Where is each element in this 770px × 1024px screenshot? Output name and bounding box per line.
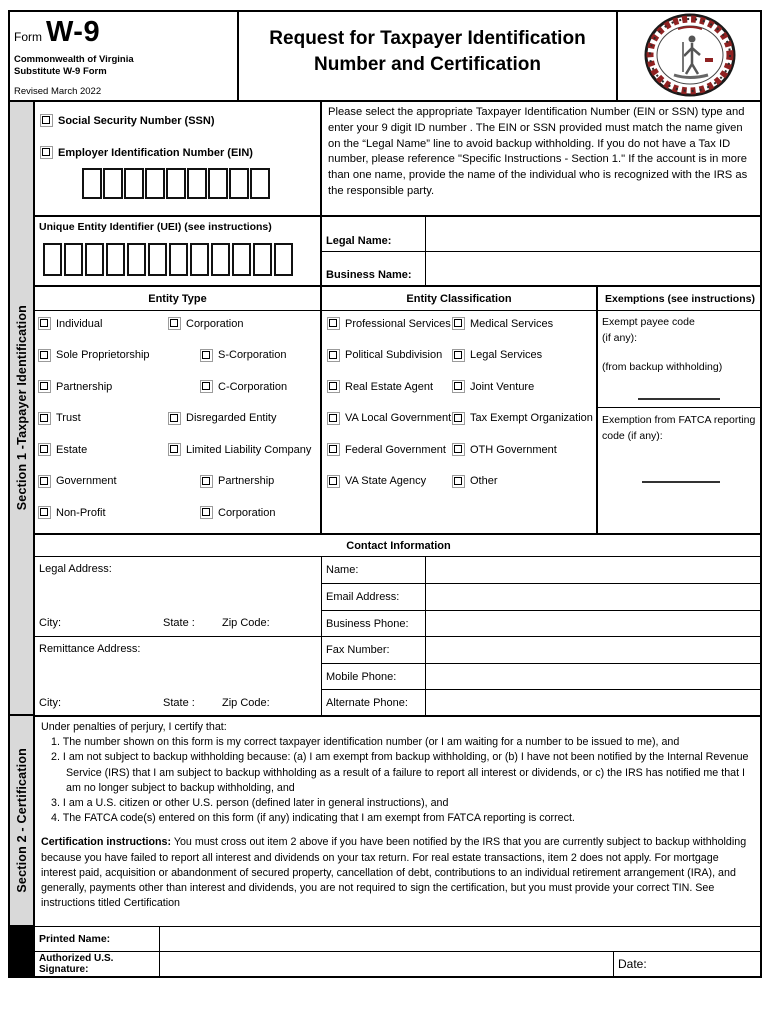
- checkbox-real-estate-agent[interactable]: [327, 379, 433, 394]
- email-label-cell: [322, 584, 426, 611]
- certification-item-4: 4. The FATCA code(s) entered on this form (if any) indicating that I am exempt from FATCA reporting is correct.: [51, 812, 575, 825]
- certification-item-2: 2. I am not subject to backup withholding because: (a) I am exempt from backup withholding, or (b) I have not been notified by the Internal Revenue Service (IRS) that I am subject to backup withholding as a result of a failure to report all interest or dividends, or c) the IRS has notified me that I am no longer subject to backup withholding, and: [51, 751, 749, 794]
- uei-digit-box[interactable]: [43, 243, 62, 276]
- checkbox-label: C-Corporation: [218, 380, 288, 393]
- checkbox-label: VA State Agency: [345, 475, 427, 487]
- ein-label: Employer Identification Number (EIN): [58, 146, 253, 159]
- legal-address-block[interactable]: [35, 557, 322, 637]
- uei-digit-box[interactable]: [211, 243, 230, 276]
- checkbox-estate[interactable]: [38, 442, 87, 457]
- checkbox-icon[interactable]: [452, 475, 465, 488]
- checkbox-label: Non-Profit: [56, 506, 106, 519]
- org-line1: Commonwealth of Virginia: [14, 54, 134, 65]
- uei-digit-box[interactable]: [253, 243, 272, 276]
- checkbox-label: Government: [56, 475, 117, 487]
- certification-item-3: 3. I am a U.S. citizen or other U.S. person (defined later in general instructions), and: [51, 796, 449, 809]
- tin-digit-box[interactable]: [82, 168, 102, 199]
- checkbox-federal-government[interactable]: [327, 442, 446, 457]
- checkbox-label: Sole Proprietorship: [56, 349, 150, 361]
- checkbox-icon[interactable]: [452, 443, 465, 456]
- checkbox-icon[interactable]: [327, 380, 340, 393]
- state-label: State :: [163, 617, 195, 629]
- remittance-address-block[interactable]: [35, 637, 322, 717]
- date-cell[interactable]: [614, 952, 762, 976]
- date-label: Date:: [618, 957, 647, 971]
- signature-label-cell: [35, 952, 160, 976]
- business-name-input[interactable]: [426, 252, 762, 287]
- checkbox-label: Medical Services: [470, 317, 554, 330]
- printed-name-label-cell: [35, 927, 160, 952]
- fax-number-label-cell: [322, 637, 426, 664]
- checkbox-medical-services[interactable]: [452, 316, 553, 331]
- fatca-code-input-line[interactable]: [642, 481, 720, 483]
- ein-checkbox[interactable]: [40, 146, 53, 159]
- ein-checkbox-row[interactable]: [40, 145, 253, 160]
- checkbox-joint-venture[interactable]: [452, 379, 534, 394]
- certification-instructions: [41, 835, 756, 911]
- checkbox-label: Legal Services: [470, 349, 543, 361]
- legal-address-label: Legal Address:: [39, 563, 112, 575]
- backup-withholding-note: (from backup withholding): [602, 361, 723, 373]
- alternate-phone-input[interactable]: [426, 690, 762, 717]
- tin-digit-boxes[interactable]: [82, 168, 271, 199]
- checkbox-label: Real Estate Agent: [345, 380, 434, 393]
- tin-instructions-text: Please select the appropriate Taxpayer Identification Number (EIN or SSN) type and enter your 9 digit ID number . The EIN or SSN provided must match the name given on the “Legal Name” line to avoid backup withholding. If you do not have a Tax ID number, please reference "Specific Instructions - Section 1." If the account is in more than one name, provide the name of the individual who is recognized with the IRS as the responsible party.: [328, 106, 748, 197]
- checkbox-icon[interactable]: [327, 475, 340, 488]
- checkbox-label: Individual: [56, 317, 103, 330]
- checkbox-non-profit[interactable]: [38, 505, 106, 520]
- virginia-seal-icon: [642, 12, 738, 98]
- checkbox-corporation[interactable]: [168, 316, 243, 331]
- uei-digit-box[interactable]: [190, 243, 209, 276]
- business-name-label: Business Name:: [326, 269, 412, 281]
- seal-cell: [616, 10, 762, 102]
- certification-instructions-label: Certification instructions:: [41, 836, 172, 849]
- section2-sidebar-label: Section 2 - Certification: [14, 748, 29, 893]
- checkbox-label: Tax Exempt Organization: [470, 412, 593, 424]
- checkbox-llc-corporation[interactable]: [200, 505, 275, 520]
- entity-classification-header: Entity Classification: [322, 287, 598, 311]
- checkbox-label: Estate: [56, 443, 88, 456]
- mobile-phone-label: Mobile Phone:: [326, 670, 397, 683]
- checkbox-icon[interactable]: [327, 349, 340, 362]
- checkbox-label: Political Subdivision: [345, 349, 443, 361]
- checkbox-label: Limited Liability Company: [186, 443, 312, 456]
- checkbox-label: Corporation: [218, 506, 276, 519]
- exempt-payee-code-label: [602, 315, 695, 347]
- uei-digit-box[interactable]: [106, 243, 125, 276]
- checkbox-icon[interactable]: [168, 412, 181, 425]
- tin-digit-box[interactable]: [166, 168, 186, 199]
- checkbox-icon[interactable]: [168, 443, 181, 456]
- checkbox-sole-proprietorship[interactable]: [38, 348, 150, 363]
- checkbox-label: Joint Venture: [470, 380, 535, 393]
- checkbox-icon[interactable]: [452, 380, 465, 393]
- checkbox-c-corporation[interactable]: [200, 379, 287, 394]
- mobile-phone-input[interactable]: [426, 664, 762, 690]
- remittance-address-label: Remittance Address:: [39, 643, 141, 655]
- mobile-phone-label-cell: [322, 664, 426, 690]
- checkbox-label: Other: [470, 475, 498, 487]
- checkbox-label: S-Corporation: [218, 349, 287, 361]
- tin-digit-box[interactable]: [229, 168, 249, 199]
- exempt-payee-line2: (if any):: [602, 331, 638, 344]
- checkbox-icon[interactable]: [327, 317, 340, 330]
- checkbox-label: Disregarded Entity: [186, 412, 277, 424]
- entity-type-cell: [35, 311, 322, 535]
- fax-number-label: Fax Number:: [326, 644, 390, 656]
- org-line2: Substitute W-9 Form: [14, 66, 107, 77]
- tin-digit-box[interactable]: [187, 168, 207, 199]
- checkbox-icon[interactable]: [38, 412, 51, 425]
- uei-digit-box[interactable]: [127, 243, 146, 276]
- uei-label: Unique Entity Identifier (UEI) (see instructions): [39, 221, 272, 233]
- alternate-phone-label-cell: [322, 690, 426, 717]
- tin-digit-box[interactable]: [145, 168, 165, 199]
- section2-sidebar: [10, 716, 35, 927]
- checkbox-label: Partnership: [218, 475, 275, 487]
- revision-date: Revised March 2022: [14, 86, 102, 97]
- business-phone-label: Business Phone:: [326, 617, 409, 630]
- checkbox-icon[interactable]: [200, 475, 213, 488]
- checkbox-label: Corporation: [186, 317, 244, 330]
- certification-item-1: 1. The number shown on this form is my correct taxpayer identification number (or I am waiting for a number to be issued to me), and: [51, 736, 680, 749]
- checkbox-government[interactable]: [38, 474, 117, 489]
- checkbox-trust[interactable]: [38, 411, 81, 426]
- form-title-line2: Number and Certification: [314, 53, 541, 75]
- tin-digit-box[interactable]: [208, 168, 228, 199]
- exemptions-cell: [598, 311, 762, 535]
- printed-name-label: Printed Name:: [39, 933, 111, 945]
- exemptions-divider: [598, 407, 762, 408]
- checkbox-label: VA Local Government: [345, 412, 452, 424]
- city-label: City:: [39, 617, 61, 629]
- checkbox-disregarded-entity[interactable]: [168, 411, 277, 426]
- checkbox-label: Professional Services: [345, 317, 451, 330]
- legal-name-input[interactable]: [426, 217, 762, 252]
- checkbox-llc-partnership[interactable]: [200, 474, 274, 489]
- fax-number-input[interactable]: [426, 637, 762, 664]
- zip-code-label: Zip Code:: [222, 697, 270, 709]
- uei-digit-box[interactable]: [64, 243, 83, 276]
- checkbox-label: Partnership: [56, 380, 113, 393]
- checkbox-icon[interactable]: [200, 349, 213, 362]
- checkbox-s-corporation[interactable]: [200, 348, 286, 363]
- email-input[interactable]: [426, 584, 762, 611]
- name-label: Name:: [326, 564, 359, 576]
- uei-digit-box[interactable]: [274, 243, 293, 276]
- checkbox-legal-services[interactable]: [452, 348, 542, 363]
- form-word: Form: [14, 30, 42, 44]
- checkbox-icon[interactable]: [38, 349, 51, 362]
- section1-sidebar-label: Section 1 -Taxpayer Identification: [14, 305, 29, 511]
- entity-classification-cell: [322, 311, 598, 535]
- fatca-exemption-label: Exemption from FATCA reporting code (if any):: [602, 414, 756, 442]
- tin-digit-box[interactable]: [103, 168, 123, 199]
- business-name-label-cell: [322, 252, 426, 287]
- checkbox-icon[interactable]: [168, 317, 181, 330]
- uei-digit-boxes[interactable]: [43, 243, 295, 276]
- ssn-checkbox-row[interactable]: [40, 113, 215, 128]
- checkbox-va-state-agency[interactable]: [327, 474, 426, 489]
- tin-selection-cell: [35, 102, 322, 217]
- form-id-cell: [8, 10, 239, 102]
- checkbox-icon[interactable]: [200, 506, 213, 519]
- zip-code-label: Zip Code:: [222, 617, 270, 629]
- checkbox-icon[interactable]: [38, 506, 51, 519]
- exempt-payee-line1: Exempt payee code: [602, 316, 695, 328]
- uei-digit-box[interactable]: [169, 243, 188, 276]
- checkbox-icon[interactable]: [452, 317, 465, 330]
- checkbox-tax-exempt-organization[interactable]: [452, 411, 593, 426]
- legal-name-label-cell: [322, 217, 426, 252]
- checkbox-label: Trust: [56, 412, 81, 424]
- checkbox-icon[interactable]: [38, 380, 51, 393]
- checkbox-llc[interactable]: [168, 442, 311, 457]
- signature-sidebar-black-block: [10, 927, 35, 976]
- business-phone-label-cell: [322, 611, 426, 637]
- email-label: Email Address:: [326, 591, 400, 603]
- uei-digit-box[interactable]: [232, 243, 251, 276]
- uei-cell: [35, 217, 322, 287]
- checkbox-icon[interactable]: [200, 380, 213, 393]
- checkbox-professional-services[interactable]: [327, 316, 451, 331]
- checkbox-icon[interactable]: [452, 412, 465, 425]
- checkbox-label: OTH Government: [470, 443, 557, 456]
- checkbox-oth-government[interactable]: [452, 442, 557, 457]
- certification-instructions-text: You must cross out item 2 above if you have been notified by the IRS that you are currently subject to backup withholding because you have failed to report all interest and dividends on your tax return. For real estate transactions, item 2 does not apply. For mortgage interest paid, acquisition or abandonment of secured property, cancellation of debt, contributions to an individual retirement arrangement (IRA), and generally, payments other than interest and dividends, you are not required to sign the certification, but you must provide your correct TIN. See instructions titled Certification: [41, 836, 747, 910]
- business-phone-input[interactable]: [426, 611, 762, 637]
- name-label-cell: [322, 557, 426, 584]
- section1-sidebar: [10, 102, 35, 716]
- alternate-phone-label: Alternate Phone:: [326, 696, 408, 709]
- state-label: State :: [163, 697, 195, 709]
- city-label: City:: [39, 697, 61, 709]
- checkbox-icon[interactable]: [38, 317, 51, 330]
- ssn-checkbox[interactable]: [40, 114, 53, 127]
- signature-label: Authorized U.S. Signature:: [39, 953, 114, 975]
- checkbox-icon[interactable]: [452, 349, 465, 362]
- ssn-label: Social Security Number (SSN): [58, 114, 215, 127]
- exempt-payee-code-input-line[interactable]: [638, 398, 720, 400]
- legal-name-label: Legal Name:: [326, 235, 392, 247]
- name-input[interactable]: [426, 557, 762, 584]
- certification-cell: [35, 717, 762, 927]
- form-title-line1: Request for Taxpayer Identification: [269, 28, 586, 49]
- form-number: W-9: [46, 16, 101, 48]
- checkbox-partnership[interactable]: [38, 379, 112, 394]
- tin-instructions-cell: [322, 102, 762, 217]
- checkbox-other[interactable]: [452, 474, 498, 489]
- tin-digit-box[interactable]: [250, 168, 270, 199]
- printed-name-input[interactable]: [160, 927, 762, 952]
- exemptions-header: Exemptions (see instructions): [598, 287, 762, 311]
- checkbox-va-local-government[interactable]: [327, 411, 451, 426]
- checkbox-icon[interactable]: [38, 443, 51, 456]
- uei-digit-box[interactable]: [85, 243, 104, 276]
- certification-intro: Under penalties of perjury, I certify that:: [41, 721, 227, 733]
- checkbox-individual[interactable]: [38, 316, 102, 331]
- tin-digit-box[interactable]: [124, 168, 144, 199]
- checkbox-label: Federal Government: [345, 443, 446, 456]
- checkbox-icon[interactable]: [38, 475, 51, 488]
- contact-information-header: Contact Information: [35, 535, 762, 557]
- checkbox-political-subdivision[interactable]: [327, 348, 442, 363]
- checkbox-icon[interactable]: [327, 443, 340, 456]
- form-title-cell: [239, 10, 616, 102]
- uei-digit-box[interactable]: [148, 243, 167, 276]
- signature-input[interactable]: [160, 952, 614, 976]
- entity-type-header: Entity Type: [35, 287, 322, 311]
- checkbox-icon[interactable]: [327, 412, 340, 425]
